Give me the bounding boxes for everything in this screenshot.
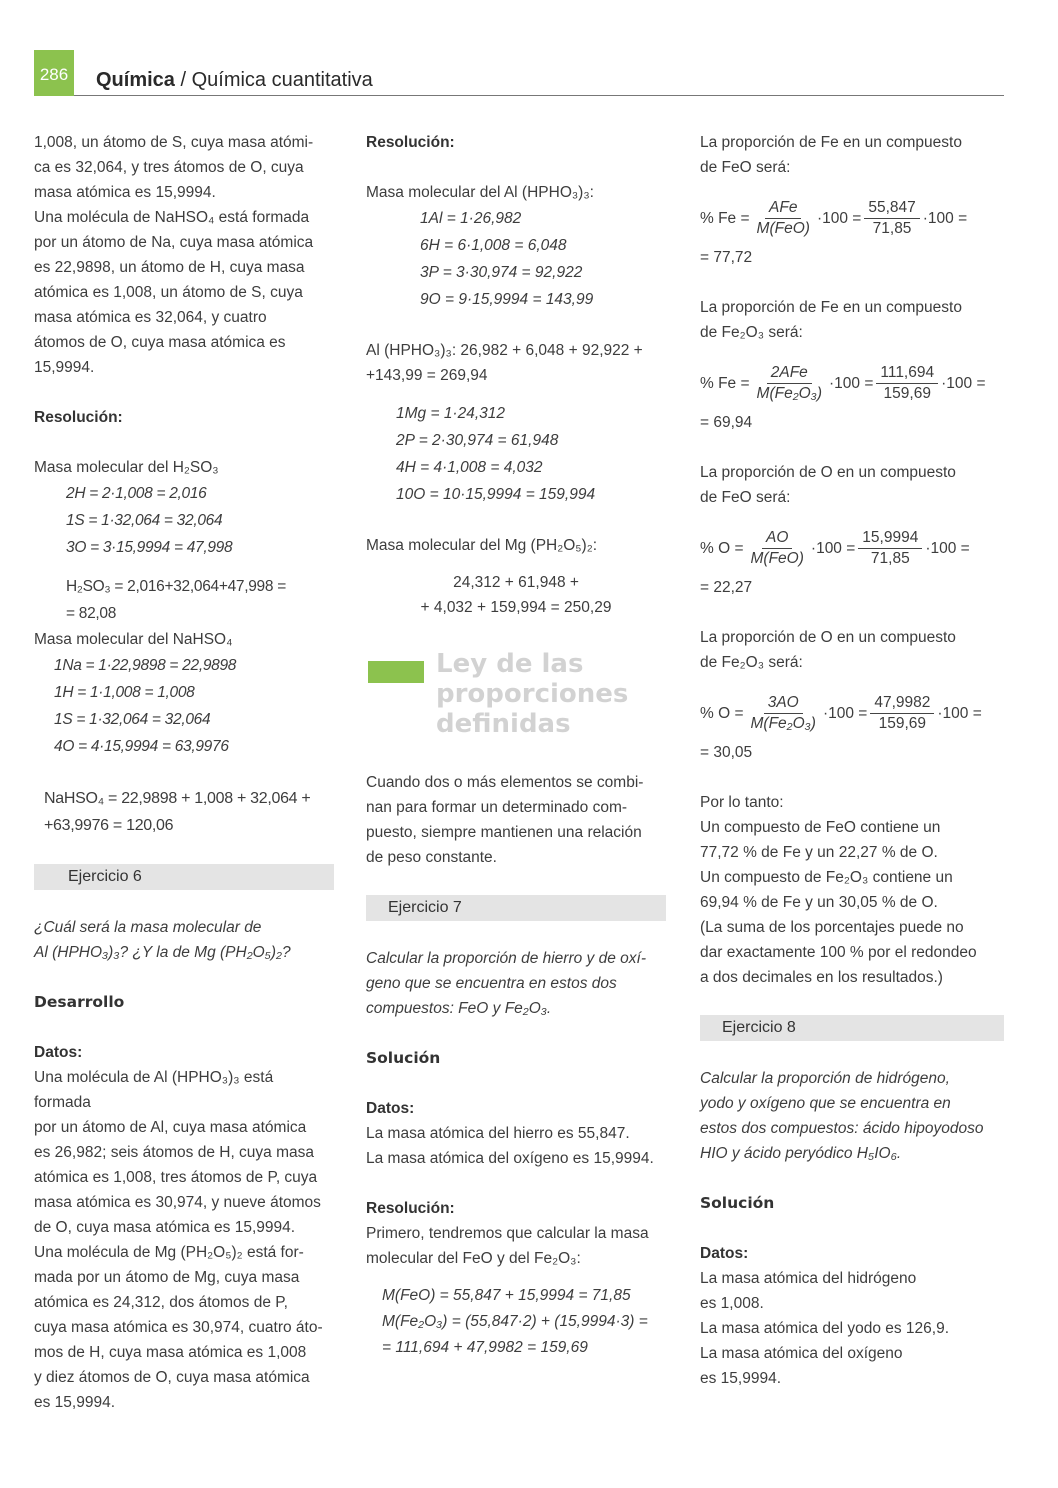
nahso4-total [34, 785, 334, 839]
h2so3-calc [34, 480, 334, 561]
text-line: nan para formar un determinado com- [366, 799, 628, 816]
formula-lhs: % Fe = [700, 375, 750, 392]
running-title [96, 69, 373, 92]
datos-paragraph [700, 1266, 1004, 1391]
datos-heading: Datos: [700, 1245, 749, 1262]
text-line: geno que se encuentra en estos dos [366, 975, 617, 992]
conclusion-paragraph [700, 790, 1004, 990]
text-line: por un átomo de Na, cuya masa atómica [34, 234, 314, 251]
formula-fe-feo [700, 198, 1004, 239]
calc-line: 2P = 2·30,974 = 61,948 [396, 432, 559, 449]
fraction [858, 528, 922, 569]
text-line: ¿Cuál será la masa molecular de [34, 919, 262, 936]
numerator: 55,847 [864, 198, 919, 219]
mg-calc [366, 400, 666, 508]
section-marker [368, 661, 424, 683]
calc-line: NaHSO₄ = 22,9898 + 1,008 + 32,064 + [44, 790, 311, 807]
column-3 [700, 130, 1004, 1391]
denominator: M(Fe₂O₃) [750, 715, 816, 732]
formula-tail: ·100 = [925, 540, 970, 557]
text-line: masa atómica es 30,974, y nueve átomos [34, 1194, 321, 1211]
calc-line: 1S = 1·32,064 = 32,064 [66, 512, 223, 529]
resolucion-heading: Resolución: [366, 134, 455, 151]
nahso4-label: Masa molecular del NaHSO₄ [34, 631, 233, 648]
text-line: masa atómica es 32,064, y cuatro [34, 309, 267, 326]
text-line: y diez átomos de O, cuya masa atómica [34, 1369, 310, 1386]
text-line: Una molécula de Al (HPHO₃)₃ está formada [34, 1069, 274, 1111]
text-line: por un átomo de Al, cuya masa atómica [34, 1119, 307, 1136]
text-line: es 15,9994. [700, 1370, 782, 1387]
h2so3-label: Masa molecular del H₂SO₃ [34, 459, 219, 476]
exercise-7-bar: Ejercicio 7 [366, 895, 666, 921]
calc-line: H₂SO₃ = 2,016+32,064+47,998 = [66, 578, 286, 595]
formula-lhs: % O = [700, 705, 744, 722]
calc-line: + 4,032 + 159,994 = 250,29 [420, 599, 612, 616]
calc-line: 1Al = 1·26,982 [420, 210, 522, 227]
text-line: masa atómica es 15,9994. [34, 184, 216, 201]
calc-line: 3P = 3·30,974 = 92,922 [420, 264, 583, 281]
text-line: puesto, siempre mantienen una relación [366, 824, 642, 841]
text-line: (La suma de los porcentajes puede no [700, 919, 964, 936]
calc-line: 2H = 2·1,008 = 2,016 [66, 485, 207, 502]
text-line: de FeO será: [700, 159, 791, 176]
resolucion-heading: Resolución: [34, 409, 123, 426]
denominator: 159,69 [878, 715, 927, 732]
formula-tail: ·100 = [922, 210, 968, 227]
denominator: M(FeO) [750, 550, 804, 567]
text-line: 15,9994. [34, 359, 95, 376]
formula-result: = 30,05 [700, 744, 753, 761]
calc-line: M(Fe₂O₃) = (55,847·2) + (15,9994·3) = [382, 1313, 648, 1330]
exercise-6-bar: Ejercicio 6 [34, 864, 334, 890]
al-label: Masa molecular del Al (HPHO₃)₃: [366, 184, 594, 201]
al-calc [366, 205, 666, 313]
text-line: ca es 32,064, y tres átomos de O, cuya [34, 159, 304, 176]
text-line: Al (HPHO₃)₃? ¿Y la de Mg (PH₂O₅)₂? [34, 944, 291, 961]
calc-line: 6H = 6·1,008 = 6,048 [420, 237, 567, 254]
calc-line: = 111,694 + 47,9982 = 159,69 [382, 1339, 588, 1356]
text-line: atómica es 24,312, dos átomos de P, [34, 1294, 288, 1311]
formula-mid: ·100 = [816, 210, 862, 227]
text-line: 69,94 % de Fe y un 30,05 % de O. [700, 894, 938, 911]
calc-line: 24,312 + 61,948 + [453, 574, 579, 591]
text-line: de Fe₂O₃ será: [700, 654, 803, 671]
text-line: La masa atómica del yodo es 126,9. [700, 1320, 950, 1337]
calc-line: Al (HPHO₃)₃: 26,982 + 6,048 + 92,922 + [366, 342, 643, 359]
calc-line: +63,9976 = 120,06 [44, 817, 174, 834]
calc-line: = 82,08 [66, 605, 117, 622]
desarrollo-heading: Desarrollo [34, 993, 125, 1011]
text-line: Una molécula de NaHSO₄ está formada [34, 209, 310, 226]
exercise-7-question [366, 946, 666, 1021]
datos-paragraph [34, 1065, 334, 1415]
fraction [753, 198, 814, 239]
numerator: AO [762, 528, 792, 549]
calc-line: 4H = 4·1,008 = 4,032 [396, 459, 543, 476]
running-title-topic: / Química cuantitativa [174, 69, 373, 91]
text-line: Por lo tanto: [700, 794, 784, 811]
calc-line: 1Na = 1·22,9898 = 22,9898 [54, 657, 237, 674]
datos-paragraph [366, 1121, 666, 1171]
text-line: mos de H, cuya masa atómica es 1,008 [34, 1344, 307, 1361]
formula-mid: ·100 = [810, 540, 856, 557]
fraction [753, 363, 826, 404]
fraction [747, 693, 820, 734]
text-line: Una molécula de Mg (PH₂O₅)₂ está for- [34, 1244, 304, 1261]
text-line: estos dos compuestos: ácido hipoyodoso [700, 1120, 984, 1137]
numerator: 2AFe [767, 363, 812, 384]
text-line: Calcular la proporción de hierro y de oxí- [366, 950, 646, 967]
al-total [366, 338, 666, 388]
text-line: La masa atómica del oxígeno es 15,9994. [366, 1150, 654, 1167]
resolucion-paragraph [366, 1221, 666, 1271]
running-title-subject: Química [96, 69, 175, 91]
exercise-8-bar: Ejercicio 8 [700, 1015, 1004, 1041]
denominator: 159,69 [883, 385, 931, 402]
section-title-block [366, 645, 666, 745]
text-line: de FeO será: [700, 489, 791, 506]
text-line: atómica es 1,008, tres átomos de P, cuya [34, 1169, 318, 1186]
calc-line: 3O = 3·15,9994 = 47,998 [66, 539, 233, 556]
text-line: La proporción de Fe en un compuesto [700, 299, 962, 316]
solucion-heading: Solución [366, 1049, 441, 1067]
formula-o-feo [700, 528, 1004, 569]
formula-fe-fe2o3 [700, 363, 1004, 404]
text-line: HIO y ácido peryódico H₅IO₆. [700, 1145, 902, 1162]
text-line: La proporción de Fe en un compuesto [700, 134, 962, 151]
formula-result: = 77,72 [700, 249, 753, 266]
mg-label: Masa molecular del Mg (PH₂O₅)₂: [366, 537, 598, 554]
denominator: 71,85 [872, 220, 912, 237]
numerator: 111,694 [876, 363, 938, 384]
text-line: a dos decimales en los resultados.) [700, 969, 943, 986]
text-line: de Fe₂O₃ será: [700, 324, 803, 341]
text-line: 1,008, un átomo de S, cuya masa atómi- [34, 134, 314, 151]
fraction [864, 198, 919, 239]
calc-line: 1S = 1·32,064 = 32,064 [54, 711, 211, 728]
section-paragraph [366, 770, 666, 870]
calc-line: 10O = 10·15,9994 = 159,994 [396, 486, 596, 503]
denominator: 71,85 [870, 550, 910, 567]
calc-line: M(FeO) = 55,847 + 15,9994 = 71,85 [382, 1287, 631, 1304]
text-line: Primero, tendremos que calcular la masa [366, 1225, 649, 1242]
resolucion-heading-2: Resolución: [366, 1200, 455, 1217]
text-line: yodo y oxígeno que se encuentra en [700, 1095, 951, 1112]
formula-tail: ·100 = [941, 375, 986, 392]
text-line: es 22,9898, un átomo de H, cuya masa [34, 259, 305, 276]
fraction [747, 528, 808, 569]
intro-paragraph [34, 130, 334, 380]
formula-mid: ·100 = [822, 705, 868, 722]
numerator: 15,9994 [858, 528, 922, 549]
numerator: 47,9982 [870, 693, 934, 714]
calc-line: 1Mg = 1·24,312 [396, 405, 506, 422]
page-header [34, 50, 1004, 96]
calc-line: 9O = 9·15,9994 = 143,99 [420, 291, 594, 308]
text-line: Cuando dos o más elementos se combi- [366, 774, 644, 791]
text-line: Un compuesto de Fe₂O₃ contiene un [700, 869, 953, 886]
calc-line: +143,99 = 269,94 [366, 367, 488, 384]
text-line: La masa atómica del hierro es 55,847. [366, 1125, 630, 1142]
text-line: es 26,982; seis átomos de H, cuya masa [34, 1144, 315, 1161]
column-2 [366, 130, 666, 1361]
h2so3-total [34, 573, 334, 627]
text-line: La masa atómica del oxígeno [700, 1345, 903, 1362]
formula-lhs: % Fe = [700, 210, 750, 227]
formula-result: = 22,27 [700, 579, 753, 596]
nahso4-calc [34, 652, 334, 760]
exercise-6-question [34, 915, 334, 965]
text-line: La proporción de O en un compuesto [700, 464, 956, 481]
text-line: cuya masa atómica es 30,974, cuatro áto- [34, 1319, 323, 1336]
formula-lhs: % O = [700, 540, 744, 557]
exercise-8-question [700, 1066, 1004, 1166]
formula-result: = 69,94 [700, 414, 753, 431]
text-line: La proporción de O en un compuesto [700, 629, 956, 646]
datos-heading: Datos: [366, 1100, 415, 1117]
text-line: 77,72 % de Fe y un 22,27 % de O. [700, 844, 938, 861]
text-line: dar exactamente 100 % por el redondeo [700, 944, 977, 961]
fraction [870, 693, 934, 734]
text-line: molecular del FeO y del Fe₂O₃: [366, 1250, 581, 1267]
formula-tail: ·100 = [937, 705, 982, 722]
formula-o-fe2o3 [700, 693, 1004, 734]
molar-mass-calc [366, 1283, 666, 1361]
text-line: mada por un átomo de Mg, cuya masa [34, 1269, 300, 1286]
text-line: átomos de O, cuya masa atómica es [34, 334, 286, 351]
column-1 [34, 130, 334, 1415]
text-line: es 15,9994. [34, 1394, 116, 1411]
header-rule [74, 95, 1004, 96]
datos-heading: Datos: [34, 1044, 83, 1061]
denominator: M(Fe₂O₃) [756, 385, 822, 402]
text-line: de peso constante. [366, 849, 497, 866]
fraction [876, 363, 938, 404]
text-line: Calcular la proporción de hidrógeno, [700, 1070, 950, 1087]
calc-line: 4O = 4·15,9994 = 63,9976 [54, 738, 229, 755]
mg-total [366, 570, 666, 620]
numerator: AFe [765, 198, 801, 219]
numerator: 3AO [764, 693, 803, 714]
text-line: es 1,008. [700, 1295, 764, 1312]
text-line: La masa atómica del hidrógeno [700, 1270, 917, 1287]
solucion-heading: Solución [700, 1194, 775, 1212]
calc-line: 1H = 1·1,008 = 1,008 [54, 684, 195, 701]
text-line: de O, cuya masa atómica es 15,9994. [34, 1219, 296, 1236]
text-line: atómica es 1,008, un átomo de S, cuya [34, 284, 303, 301]
text-line: Un compuesto de FeO contiene un [700, 819, 941, 836]
formula-mid: ·100 = [828, 375, 874, 392]
denominator: M(FeO) [756, 220, 810, 237]
section-title: Ley de las proporciones definidas [436, 649, 629, 739]
page-number: 286 [34, 50, 74, 96]
text-line: compuestos: FeO y Fe₂O₃. [366, 1000, 552, 1017]
